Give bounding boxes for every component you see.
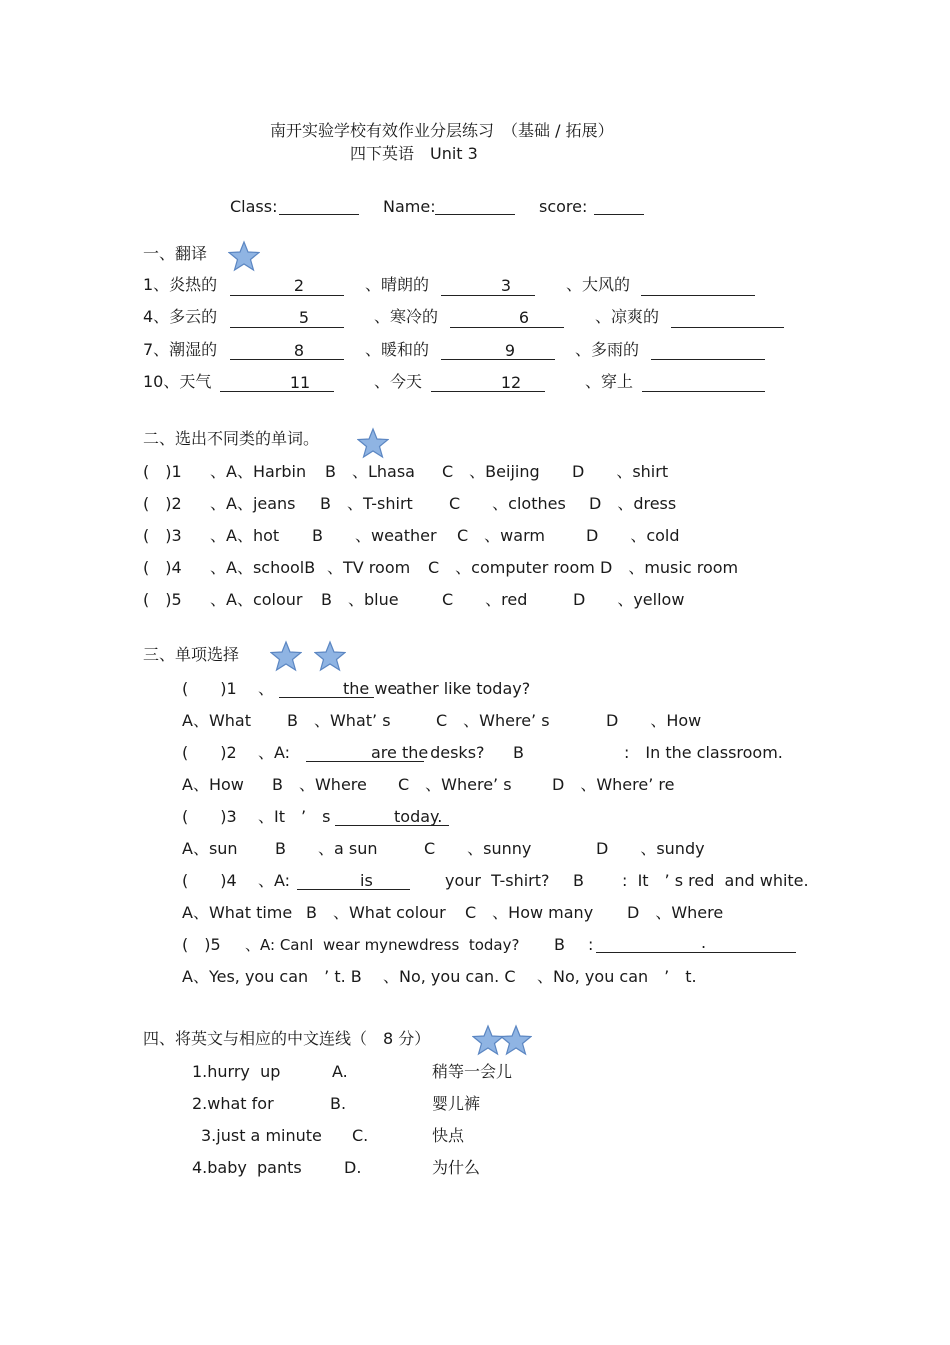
option-c: C 、Beijing: [442, 462, 540, 481]
question-text: your T-shirt?: [445, 871, 550, 890]
option-d: D 、yellow: [573, 590, 685, 609]
question-text: desks?: [425, 743, 485, 762]
q-prefix: 、A:: [258, 871, 291, 890]
s1-label: 10、天气: [143, 372, 212, 391]
q-blank-text: are the: [371, 743, 429, 762]
s1-blank[interactable]: [641, 295, 755, 296]
option-a: A、Yes, you can ’ t. B: [182, 967, 362, 986]
option-b: B 、What’ s: [287, 711, 391, 730]
speaker-b: B: [573, 871, 584, 890]
question-text: 、A: CanI wear mynewdress today?: [245, 936, 520, 954]
s1-label: 、今天: [374, 372, 423, 391]
section4-heading: 四、将英文与相应的中文连线（ 8 分）: [143, 1029, 431, 1048]
s1-label: 、晴朗的: [365, 275, 430, 294]
option-b: B 、Lhasa: [325, 462, 415, 481]
option-b: 、TV room: [327, 558, 411, 577]
score-blank[interactable]: [594, 214, 644, 215]
match-english[interactable]: 1.hurry up: [192, 1062, 281, 1081]
section1-heading: 一、翻译: [143, 244, 208, 263]
option-a: 、A、Harbin: [210, 462, 307, 481]
page-title: 南开实验学校有效作业分层练习 （基础 / 拓展）: [270, 121, 614, 140]
answer-paren[interactable]: ( )1: [143, 462, 182, 481]
answer-text: : In the classroom.: [624, 743, 783, 762]
star-icon: [500, 1024, 532, 1056]
answer-paren[interactable]: ( )1: [182, 679, 237, 698]
option-c: C 、warm: [457, 526, 545, 545]
option-d: D 、music room: [600, 558, 739, 577]
star-icon: [270, 640, 302, 672]
q-prefix: 、: [258, 679, 275, 698]
answer-paren[interactable]: ( )2: [143, 494, 182, 513]
s1-label: 、寒冷的: [374, 307, 439, 326]
section2-heading: 二、选出不同类的单词。: [143, 429, 320, 448]
option-a: A、sun: [182, 839, 238, 858]
answer-paren[interactable]: ( )2: [182, 743, 237, 762]
speaker-b: B: [554, 935, 565, 954]
answer-paren[interactable]: ( )4: [143, 558, 182, 577]
s1-blank[interactable]: [651, 359, 765, 360]
answer-paren[interactable]: ( )5: [182, 935, 221, 954]
match-letter: D.: [344, 1158, 362, 1177]
option-b: B 、Where: [272, 775, 367, 794]
option-c: 、No, you can ’ t.: [537, 967, 697, 986]
s1-answer: 12: [500, 373, 522, 392]
option-c: C 、How many: [465, 903, 594, 922]
option-c: C 、sunny: [424, 839, 532, 858]
q-blank-text: the we: [343, 679, 398, 698]
option-d: D 、sundy: [596, 839, 705, 858]
star-icon: [314, 640, 346, 672]
match-chinese[interactable]: 为什么: [432, 1158, 481, 1177]
fill-blank[interactable]: [297, 889, 410, 890]
s1-blank[interactable]: [642, 391, 765, 392]
option-c: C 、Where’ s: [436, 711, 550, 730]
s1-answer: 8: [293, 341, 305, 360]
name-label: Name:: [383, 197, 436, 216]
option-c: C 、Where’ s: [398, 775, 512, 794]
s1-label: 4、多云的: [143, 307, 218, 326]
section3-heading: 三、单项选择: [143, 645, 240, 664]
s1-label: 、暖和的: [365, 340, 430, 359]
q-prefix: 、A:: [258, 743, 291, 762]
option-a: A、What: [182, 711, 251, 730]
option-b: B 、What colour: [306, 903, 446, 922]
option-b: B 、blue: [321, 590, 399, 609]
match-english[interactable]: 3.just a minute: [201, 1126, 322, 1145]
match-chinese[interactable]: 快点: [432, 1126, 465, 1145]
option-a: A、What time: [182, 903, 293, 922]
match-english[interactable]: 2.what for: [192, 1094, 274, 1113]
option-d: D 、How: [606, 711, 702, 730]
class-blank[interactable]: [279, 214, 359, 215]
s1-label: 、凉爽的: [595, 307, 660, 326]
score-label: score:: [539, 197, 588, 216]
option-a: 、A、jeans: [210, 494, 296, 513]
option-b: B 、weather: [312, 526, 437, 545]
option-d: D 、shirt: [572, 462, 669, 481]
answer-dot: .: [701, 933, 707, 952]
name-blank[interactable]: [435, 214, 515, 215]
class-label: Class:: [230, 197, 278, 216]
option-a: 、A、colour: [210, 590, 303, 609]
match-letter: A.: [332, 1062, 348, 1081]
page-subtitle: 四下英语 Unit 3: [350, 144, 478, 163]
match-chinese[interactable]: 婴儿裤: [432, 1094, 481, 1113]
option-d: D 、dress: [589, 494, 677, 513]
option-d: D 、Where’ re: [552, 775, 675, 794]
s1-label: 、大风的: [566, 275, 631, 294]
option-c: C 、clothes: [449, 494, 566, 513]
s1-answer: 6: [518, 308, 530, 327]
option-a: A、How: [182, 775, 244, 794]
s1-answer: 3: [500, 276, 512, 295]
s1-answer: 2: [293, 276, 305, 295]
answer-paren[interactable]: ( )3: [143, 526, 182, 545]
answer-paren[interactable]: ( )5: [143, 590, 182, 609]
speaker-b: B: [513, 743, 524, 762]
q-blank-text: today.: [394, 807, 443, 826]
option-a: 、A、hot: [210, 526, 280, 545]
s1-label: 、多雨的: [575, 340, 640, 359]
q-prefix: 、It ’ s: [258, 807, 331, 826]
option-c: C 、red: [442, 590, 528, 609]
option-d: D 、Where: [627, 903, 724, 922]
answer-paren[interactable]: ( )4: [182, 871, 237, 890]
match-english[interactable]: 4.baby pants: [192, 1158, 302, 1177]
option-b: B 、a sun: [275, 839, 378, 858]
answer-text: : It ’ s red and white.: [622, 871, 809, 890]
s1-answer: 9: [504, 341, 516, 360]
s1-label: 7、潮湿的: [143, 340, 218, 359]
s1-label: 、穿上: [585, 372, 634, 391]
star-icon: [357, 427, 389, 459]
match-letter: C.: [352, 1126, 369, 1145]
match-chinese[interactable]: 稍等一会儿: [432, 1062, 513, 1081]
fill-blank[interactable]: [596, 952, 796, 953]
option-b: 、No, you can. C: [383, 967, 516, 986]
question-text: ather like today?: [396, 679, 531, 698]
star-icon: [228, 240, 260, 272]
match-letter: B.: [330, 1094, 347, 1113]
option-a: 、A、schoolB: [210, 558, 316, 577]
option-d: D 、cold: [586, 526, 680, 545]
s1-blank[interactable]: [671, 327, 784, 328]
s1-answer: 5: [298, 308, 310, 327]
s1-answer: 11: [289, 373, 311, 392]
option-b: B 、T-shirt: [320, 494, 413, 513]
answer-colon: :: [588, 935, 594, 954]
q-blank-text: is: [360, 871, 373, 890]
answer-paren[interactable]: ( )3: [182, 807, 237, 826]
option-c: C 、computer room: [428, 558, 595, 577]
s1-label: 1、炎热的: [143, 275, 218, 294]
